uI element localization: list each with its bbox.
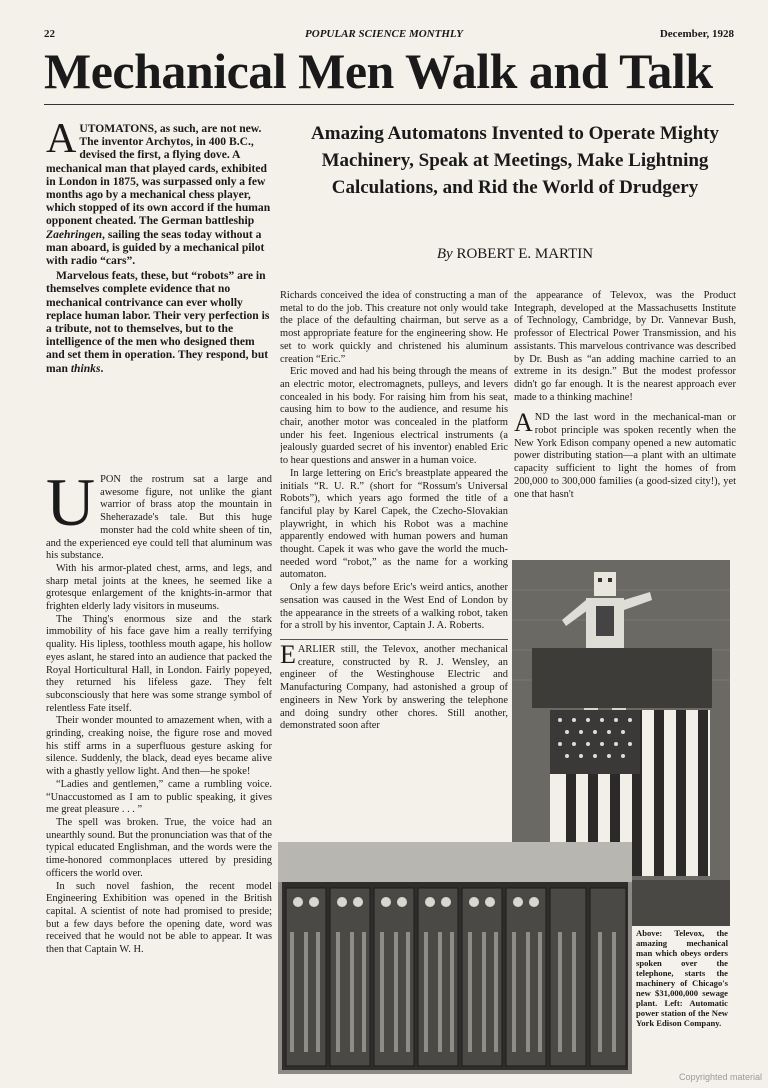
col2-para-2: Eric moved and had his being through the means of an electric motor, electromagnets, pulleys, and levers concealed in his body. For raising him from his seat, causing him to bow to the audience, and resume his chair, another motor was concealed in the platform under his feet. Ingenious electrical instruments (a jealously guarded secret of his inventor) enabled Eric to hear questions and answer in a human voice. — [280, 366, 508, 467]
col1-para-4: Their wonder mounted to amazement when, with a grinding, creaking noise, the figure rose and moved his stiff arms in a superfluous gesture asking for silence. Suddenly, the black, dead eyes became alive with a ghastly yellow light. And then—he spoke! — [46, 715, 272, 778]
photo-caption: Above: Televox, the amazing mechanical man which obeys orders spoken over the telephone, starts the machinery of Chicago's new $31,000,000 sewage plant. Left: Automatic power station of the New York Edison Company. — [636, 928, 728, 1028]
page-number: 22 — [44, 28, 55, 40]
intro-text-1: UTOMATONS, as such, are not new. The inventor Archytos, in 400 B.C., devised the first, a flying dove. A mechanical man that played cards, exhibited in London in 1875, was surpassed only a few months ago by a mechanical chess player, which stopped of its own accord if the human opponent cheated. The German battleship — [46, 122, 271, 228]
byline — [290, 246, 740, 263]
col2-para-4: Only a few days before Eric's weird antics, another sensation was caused in the West End of London by the appearance in the streets of a walking robot, taken for a stroll by his inventor, Captain J. A. Roberts. — [280, 582, 508, 632]
issue-date: December, 1928 — [659, 28, 734, 40]
ship-name: Zaehringen — [46, 227, 103, 241]
intro-emphasis: thinks — [70, 361, 101, 375]
col2-separator — [280, 639, 508, 640]
byline-prefix: By — [436, 246, 453, 262]
power-station-photo — [278, 842, 632, 1074]
article-title: Mechanical Men Walk and Talk — [44, 43, 713, 99]
intro-block — [46, 116, 274, 377]
magazine-name: POPULAR SCIENCE MONTHLY — [305, 28, 463, 40]
col2-dropcap: E — [280, 639, 296, 669]
col2-para-1: Richards conceived the idea of constructing a man of metal to do the job. This creature not only would take the place of the defaulting chairman, but serve as a most appropriate feature for the engineering show. He set to work quickly and christened his aluminum creation “Eric.” — [280, 290, 508, 365]
col1-para-7: In such novel fashion, the recent model Engineering Exhibition was opened in the British capital. A scientist of note had promised to preside; but a few days before the opening date, word was received that he would not be able to appear. It was then that Captain W. H. — [46, 880, 272, 956]
col3-para-2: ND the last word in the mechanical-man or robot principle was spoken recently when the New York Edison company opened a new automatic power distributing station—a plant with an ultimate capacity sufficient to light the homes of from 200,000 to 300,000 families (a good-sized city!), yet one that hasn't — [514, 412, 736, 500]
title-rule — [44, 104, 734, 105]
article-subtitle: Amazing Automatons Invented to Operate Mighty Machinery, Speak at Meetings, Make Lightning Calculations, and Rid the World of Drudgery — [311, 123, 719, 198]
col1-para-6: The spell was broken. True, the voice had an unearthly sound. But the pronunciation was that of the typical educated Englishman, and the words were the time-honored commonplaces uttered by presiding officers the world over. — [46, 816, 272, 879]
intro-text-1-end: , sailing the seas today without a man aboard, is guided by a mechanical pilot with radio “cars”. — [46, 227, 265, 268]
col3-dropcap: A — [514, 408, 533, 438]
col1-dropcap: U — [46, 464, 96, 540]
column-3 — [514, 290, 736, 554]
author-name: ROBERT E. MARTIN — [456, 246, 594, 262]
column-1 — [46, 464, 272, 957]
column-2 — [280, 290, 508, 838]
col3-para-1: the appearance of Televox, was the Product Integraph, developed at the Massachusetts Institute of Technology, Cambridge, by Dr. Vannevar Bush, professor of Electrical Power Transmission, and his assistants. This marvelous contrivance was described by Dr. Bush as “an adding machine carried to an extreme in its design.” But the modest professor didn't go far enough. It is the nearest approach ever made to a thinking machine! — [514, 290, 736, 403]
col2-para-3: In large lettering on Eric's breastplate appeared the initials “R. U. R.” (short for “Rossum's Universal Robots”), which years ago formed the title of a fanciful play by Karel Capek, the Czecho-Slovakian playwright, in which his Robot was a machine apparently endowed with human powers and human thought. Capek it was who gave the world the much-needed word “robot,” as the name for a working automaton. — [280, 467, 508, 581]
col1-para-3: The Thing's enormous size and the stark immobility of his face gave him a really terrifying quality. His lipless, toothless mouth agape, his hollow eyes aslant, he stared into an audience that packed the Royal Horticultural Hall, in London. Fairly popeyed, they returned his lifeless gaze. They felt subconsciously that here was some strange symbol of relentless Fate itself. — [46, 613, 272, 714]
switchboard-panels — [282, 882, 628, 1070]
intro-dropcap: A — [46, 116, 77, 162]
copyright-notice: Copyrighted material — [678, 1072, 762, 1082]
col2-para-5: ARLIER still, the Televox, another mechanical creature, constructed by R. J. Wensley, an engineer of the Westinghouse Electric and Manufacturing Company, had astonished a group of engineers in New York by answering the telephone and doing sundry other chores. Still another, demonstrated soon after — [280, 643, 508, 732]
intro-text-2-end: . — [100, 361, 104, 375]
col1-para-5: “Ladies and gentlemen,” came a rumbling voice. “Unaccustomed as I am to public speaking, it gives me great pleasure . . . ” — [46, 778, 272, 816]
intro-text-2: Marvelous feats, these, but “robots” are in themselves complete evidence that no mechanical contrivance can ever wholly replace human labor. Their very perfection is a tribute, not to themselves, but to the intelligence of the men who designed them and set them in operation. They respond, but man — [46, 269, 270, 375]
col1-para-2: With his armor-plated chest, arms, and legs, and sharp metal joints at the knees, he seemed like a grotesque enlargement of the knights-in-armor that frighten elderly lady visitors in museums. — [46, 562, 272, 613]
col1-para-1: PON the rostrum sat a large and awesome figure, not unlike the giant warrior of brass atop the mountain in Sheherazade's tale. But this huge monster had the cold white sheen of tin, and the experienced eye could tell that aluminum was his substance. — [46, 474, 272, 562]
photo-machinery — [532, 648, 712, 708]
